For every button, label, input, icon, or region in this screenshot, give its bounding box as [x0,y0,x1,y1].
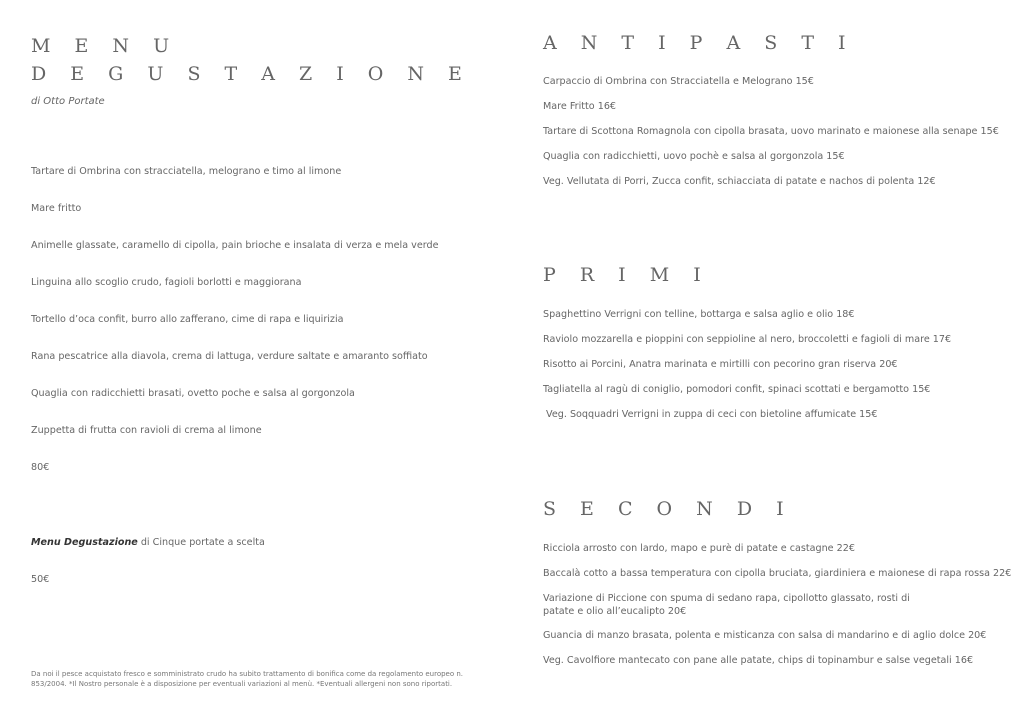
secondi-item: Ricciola arrosto con lardo, mapo e purè di patate e castagne 22€ [543,543,855,554]
footnote: Da noi il pesce acquistato fresco e somministrato crudo ha subito trattamento di bonifica come da regolamento europeo n. 853/2004. *Il Nostro personale è a disposizione per eventuali variazioni al menù. *Eventuali allergeni non sono riportati. [31,670,464,688]
antipasti-item: Veg. Vellutata di Porri, Zucca confit, schiacciata di patate e nachos di polenta 12€ [543,176,936,187]
primi-item: Spaghettino Verrigni con telline, bottarga e salsa aglio e olio 18€ [543,309,855,320]
alt-menu-bold: Menu Degustazione [31,537,138,548]
primi-item: Risotto ai Porcini, Anatra marinata e mirtilli con pecorino gran riserva 20€ [543,359,898,370]
primi-title: P R I M I [543,264,710,286]
secondi-item: Guancia di manzo brasata, polenta e misticanza con salsa di mandarino e di aglio dolce 20€ [543,630,987,641]
antipasti-item: Tartare di Scottona Romagnola con cipolla brasata, uovo marinato e maionese alla senape 15€ [543,126,999,137]
secondi-item: Veg. Cavolfiore mantecato con pane alle patate, chips di topinambur e salse vegetali 16€ [543,655,974,666]
secondi-item: Variazione di Piccione con spuma di sedano rapa, cipollotto glassato, rosti di patate e olio all’eucalipto 20€ [543,593,910,617]
antipasti-item: Carpaccio di Ombrina con Stracciatella e Melograno 15€ [543,76,814,87]
secondi-title: S E C O N D I [543,498,793,520]
tasting-course: Mare fritto [31,203,82,214]
tasting-course: Linguina allo scoglio crudo, fagioli borlotti e maggiorana [31,277,302,288]
secondi-item: Baccalà cotto a bassa temperatura con cipolla bruciata, giardiniera e maionese di rapa rossa 22€ [543,568,1012,579]
tasting-title-line2: D E G U S T A Z I O N E [31,63,471,85]
alt-menu-line [31,536,265,549]
tasting-course: Tartare di Ombrina con stracciatella, melograno e timo al limone [31,166,342,177]
primi-item: Veg. Soqquadri Verrigni in zuppa di ceci con bietoline affumicate 15€ [543,409,878,420]
alt-menu-price: 50€ [31,574,50,585]
antipasti-item: Mare Fritto 16€ [543,101,617,112]
tasting-course: Zuppetta di frutta con ravioli di crema al limone [31,425,262,436]
tasting-course: Rana pescatrice alla diavola, crema di lattuga, verdure saltate e amaranto soffiato [31,351,428,362]
antipasti-title: A N T I P A S T I [543,32,855,54]
antipasti-item: Quaglia con radicchietti, uovo pochè e salsa al gorgonzola 15€ [543,151,845,162]
tasting-course: Animelle glassate, caramello di cipolla, pain brioche e insalata di verza e mela verde [31,240,439,251]
primi-item: Raviolo mozzarella e pioppini con seppioline al nero, broccoletti e fagioli di mare 17€ [543,334,952,345]
primi-item: Tagliatella al ragù di coniglio, pomodori confit, spinaci scottati e bergamotto 15€ [543,384,931,395]
tasting-course: Tortello d’oca confit, burro allo zafferano, cime di rapa e liquirizia [31,314,344,325]
tasting-title-line1: M E N U [31,35,179,57]
tasting-subtitle: di Otto Portate [31,96,105,107]
tasting-menu-column [31,32,501,585]
tasting-price: 80€ [31,462,50,473]
alt-menu-text: di Cinque portate a scelta [137,537,265,548]
tasting-course: Quaglia con radicchietti brasati, ovetto poche e salsa al gorgonzola [31,388,355,399]
